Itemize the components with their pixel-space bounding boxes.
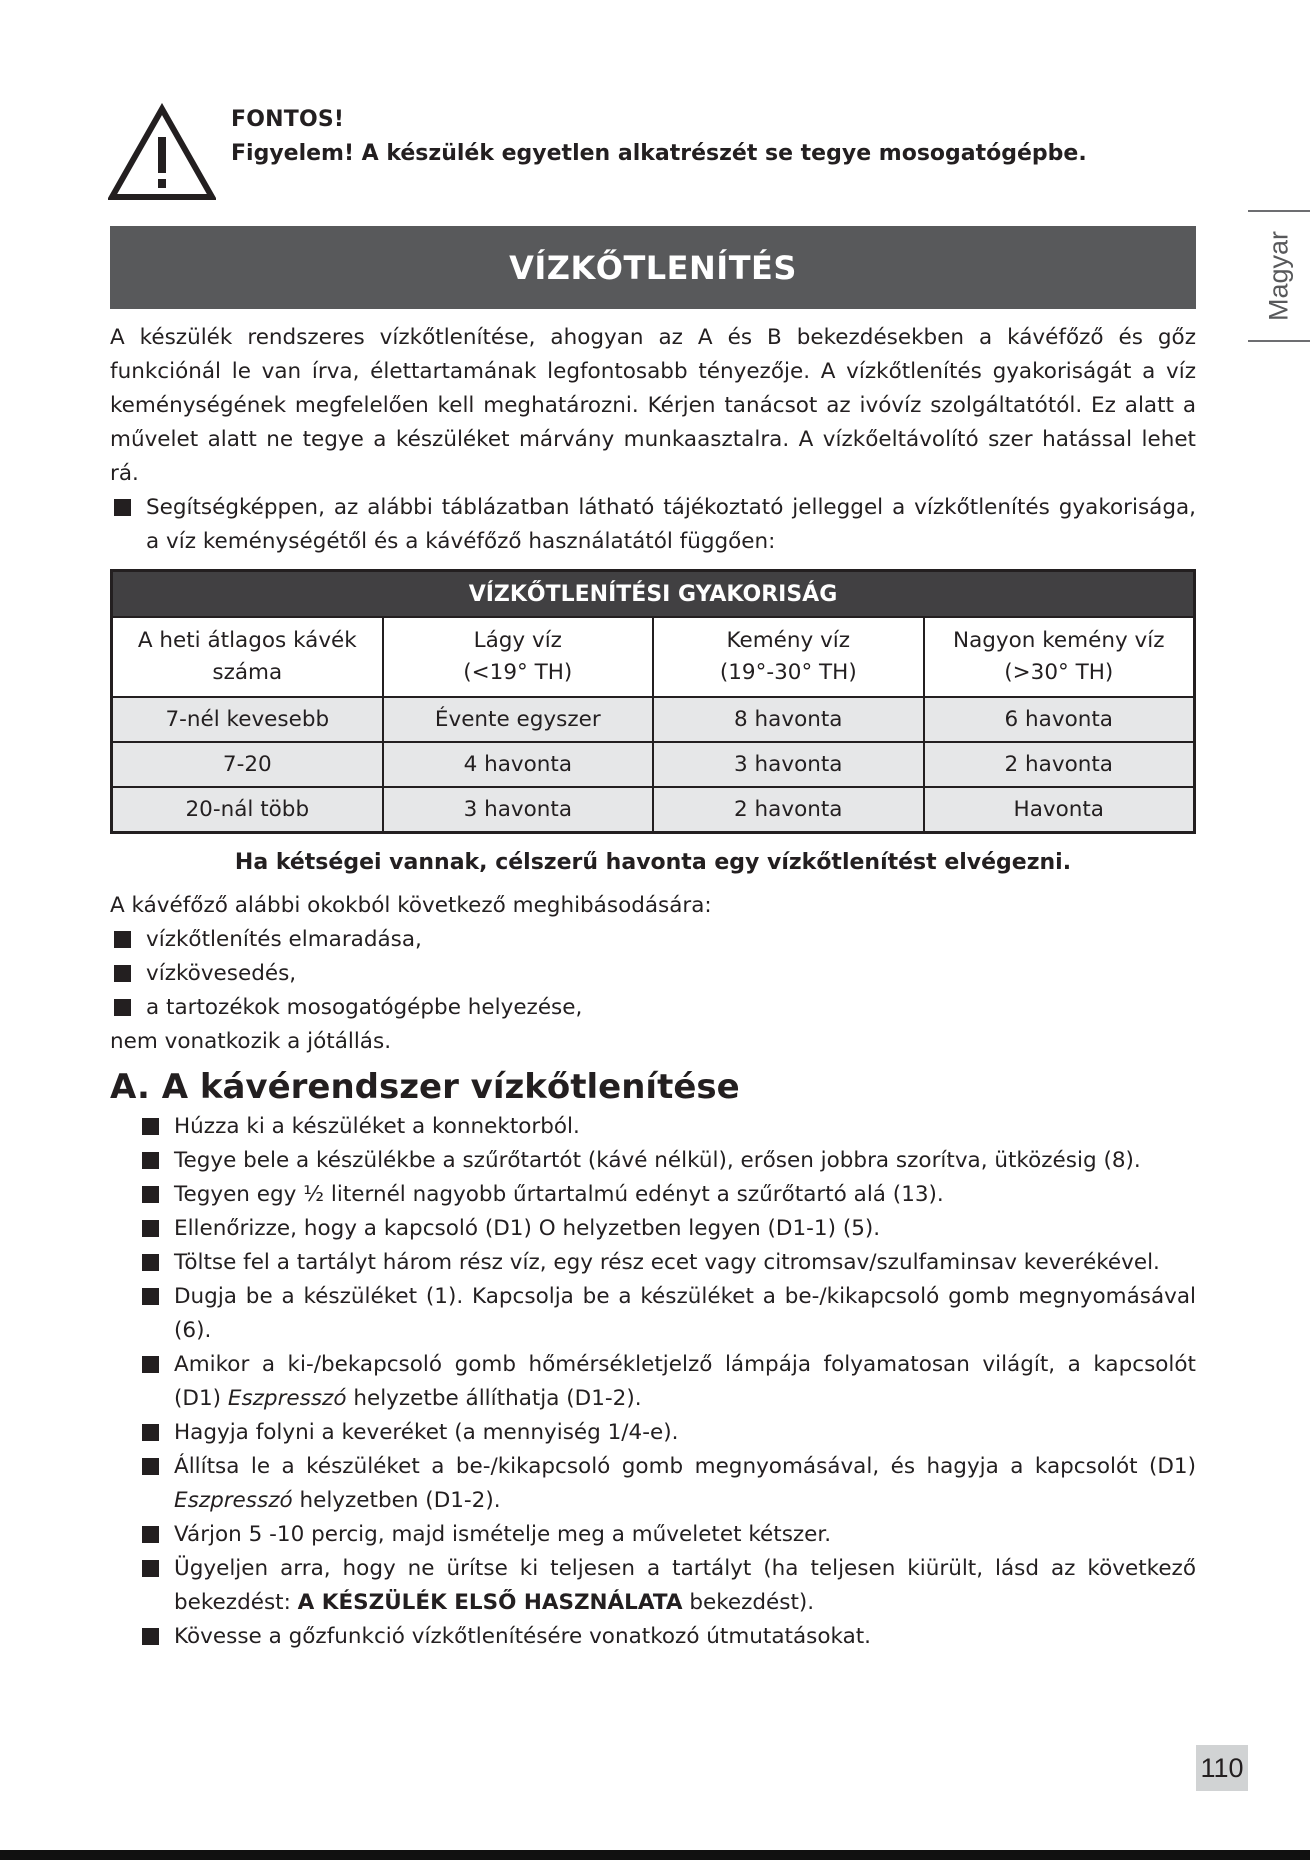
list-item: Dugja be a készüléket (1). Kapcsolja be a készüléket a be-/kikapcsoló gomb megnyomásával (6). xyxy=(140,1280,1196,1348)
square-bullet-icon xyxy=(142,1356,159,1373)
list-item: Tegye bele a készülékbe a szűrőtartót (kávé nélkül), erősen jobbra szorítva, ütközésig (8). xyxy=(140,1144,1196,1178)
list-item: Kövesse a gőzfunkció vízkőtlenítésére vonatkozó útmutatásokat. xyxy=(140,1620,1196,1654)
table-header-cell: A heti átlagos kávék száma xyxy=(112,617,383,697)
square-bullet-icon xyxy=(142,1560,159,1577)
list-item: Állítsa le a készüléket a be-/kikapcsoló gomb megnyomásával, és hagyja a kapcsolót (D1) Eszpresszó helyzetben (D1-2). xyxy=(140,1450,1196,1518)
table-cell: 6 havonta xyxy=(924,697,1195,742)
warning-block xyxy=(108,103,1108,203)
square-bullet-icon xyxy=(142,1220,159,1237)
square-bullet-icon xyxy=(142,1288,159,1305)
list-item: a tartozékok mosogatógépbe helyezése, xyxy=(110,991,1196,1025)
table-cell: 7-nél kevesebb xyxy=(112,697,383,742)
table-cell: 4 havonta xyxy=(383,742,653,787)
square-bullet-icon xyxy=(114,999,131,1016)
square-bullet-icon xyxy=(142,1628,159,1645)
warning-triangle-icon xyxy=(108,103,216,203)
square-bullet-icon xyxy=(142,1118,159,1135)
list-item: Tegyen egy ½ liternél nagyobb űrtartalmú edényt a szűrőtartó alá (13). xyxy=(140,1178,1196,1212)
list-item: vízkövesedés, xyxy=(110,957,1196,991)
warning-title: FONTOS! xyxy=(231,107,345,132)
table-cell: Havonta xyxy=(924,787,1195,833)
square-bullet-icon xyxy=(142,1254,159,1271)
square-bullet-icon xyxy=(114,965,131,982)
language-tab-label: Magyar xyxy=(1263,230,1294,322)
steps-list xyxy=(140,1110,1196,1654)
list-item: Amikor a ki-/bekapcsoló gomb hőmérsékletjelző lámpája folyamatosan világít, a kapcsolót (D1) Eszpresszó helyzetbe állíthatja (D1-2). xyxy=(140,1348,1196,1416)
intro-text-block xyxy=(110,321,1196,559)
list-item: vízkőtlenítés elmaradása, xyxy=(110,923,1196,957)
table-row xyxy=(112,697,1195,742)
section-title: VÍZKŐTLENÍTÉS xyxy=(509,248,797,287)
square-bullet-icon xyxy=(114,499,131,516)
square-bullet-icon xyxy=(142,1526,159,1543)
language-tab xyxy=(1248,210,1310,342)
table-header-cell: Lágy víz (<19° TH) xyxy=(383,617,653,697)
descaling-frequency-table xyxy=(110,569,1196,834)
table-cell: 8 havonta xyxy=(653,697,923,742)
causes-outro: nem vonatkozik a jótállás. xyxy=(110,1029,392,1054)
list-item: Hagyja folyni a keveréket (a mennyiség 1/4-e). xyxy=(140,1416,1196,1450)
table-cell: 3 havonta xyxy=(653,742,923,787)
table-cell: 7-20 xyxy=(112,742,383,787)
table-row xyxy=(112,787,1195,833)
section-banner xyxy=(110,226,1196,309)
table-cell: 20-nál több xyxy=(112,787,383,833)
table-cell: Évente egyszer xyxy=(383,697,653,742)
square-bullet-icon xyxy=(142,1424,159,1441)
table-cell: 2 havonta xyxy=(924,742,1195,787)
list-item: Húzza ki a készüléket a konnektorból. xyxy=(140,1110,1196,1144)
warranty-causes-block xyxy=(110,889,1196,1059)
descaling-note: Ha kétségei vannak, célszerű havonta egy vízkőtlenítést elvégezni. xyxy=(234,850,1072,875)
table-header-cell: Nagyon kemény víz (>30° TH) xyxy=(924,617,1195,697)
table-row xyxy=(112,742,1195,787)
table-title: VÍZKŐTLENÍTÉSI GYAKORISÁG xyxy=(112,571,1195,618)
table-cell: 2 havonta xyxy=(653,787,923,833)
square-bullet-icon xyxy=(142,1186,159,1203)
page-bottom-rule xyxy=(0,1850,1310,1860)
intro-paragraph: A készülék rendszeres vízkőtlenítése, ahogyan az A és B bekezdésekben a kávéfőző és gőz funkciónál le van írva, élettartamának legfontosabb tényezője. A vízkőtlenítés gyakoriságát a víz keménységének megfelelően kell meghatározni. Kérjen tanácsot az ivóvíz szolgáltatótól. Ez alatt a művelet alatt ne tegye a készüléket márvány munkaasztalra. A vízkőeltávolító szer hatással lehet rá. xyxy=(110,325,1196,486)
list-item: Várjon 5 -10 percig, majd ismételje meg a műveletet kétszer. xyxy=(140,1518,1196,1552)
table-header-row xyxy=(112,617,1195,697)
list-item: Ügyeljen arra, hogy ne ürítse ki teljesen a tartályt (ha teljesen kiürült, lásd az következő bekezdést: A KÉSZÜLÉK ELSŐ HASZNÁLATA bekezdést). xyxy=(140,1552,1196,1620)
subsection-title: A. A kávérendszer vízkőtlenítése xyxy=(110,1067,740,1107)
table-title-row xyxy=(112,571,1195,618)
square-bullet-icon xyxy=(114,931,131,948)
table-header-cell: Kemény víz (19°-30° TH) xyxy=(653,617,923,697)
list-item: Ellenőrizze, hogy a kapcsoló (D1) O helyzetben legyen (D1-1) (5). xyxy=(140,1212,1196,1246)
causes-intro: A kávéfőző alábbi okokból következő meghibásodására: xyxy=(110,893,712,918)
table-cell: 3 havonta xyxy=(383,787,653,833)
warning-text: Figyelem! A készülék egyetlen alkatrészét se tegye mosogatógépbe. xyxy=(231,141,1087,166)
list-item: Töltse fel a tartályt három rész víz, egy rész ecet vagy citromsav/szulfaminsav keverékével. xyxy=(140,1246,1196,1280)
square-bullet-icon xyxy=(142,1152,159,1169)
intro-bullet-text: Segítségképpen, az alábbi táblázatban látható tájékoztató jelleggel a vízkőtlenítés gyakorisága, a víz keménységétől és a kávéfőző használatától függően: xyxy=(146,495,1196,554)
page-number: 110 xyxy=(1196,1745,1248,1791)
intro-bullet xyxy=(110,491,1196,559)
square-bullet-icon xyxy=(142,1458,159,1475)
